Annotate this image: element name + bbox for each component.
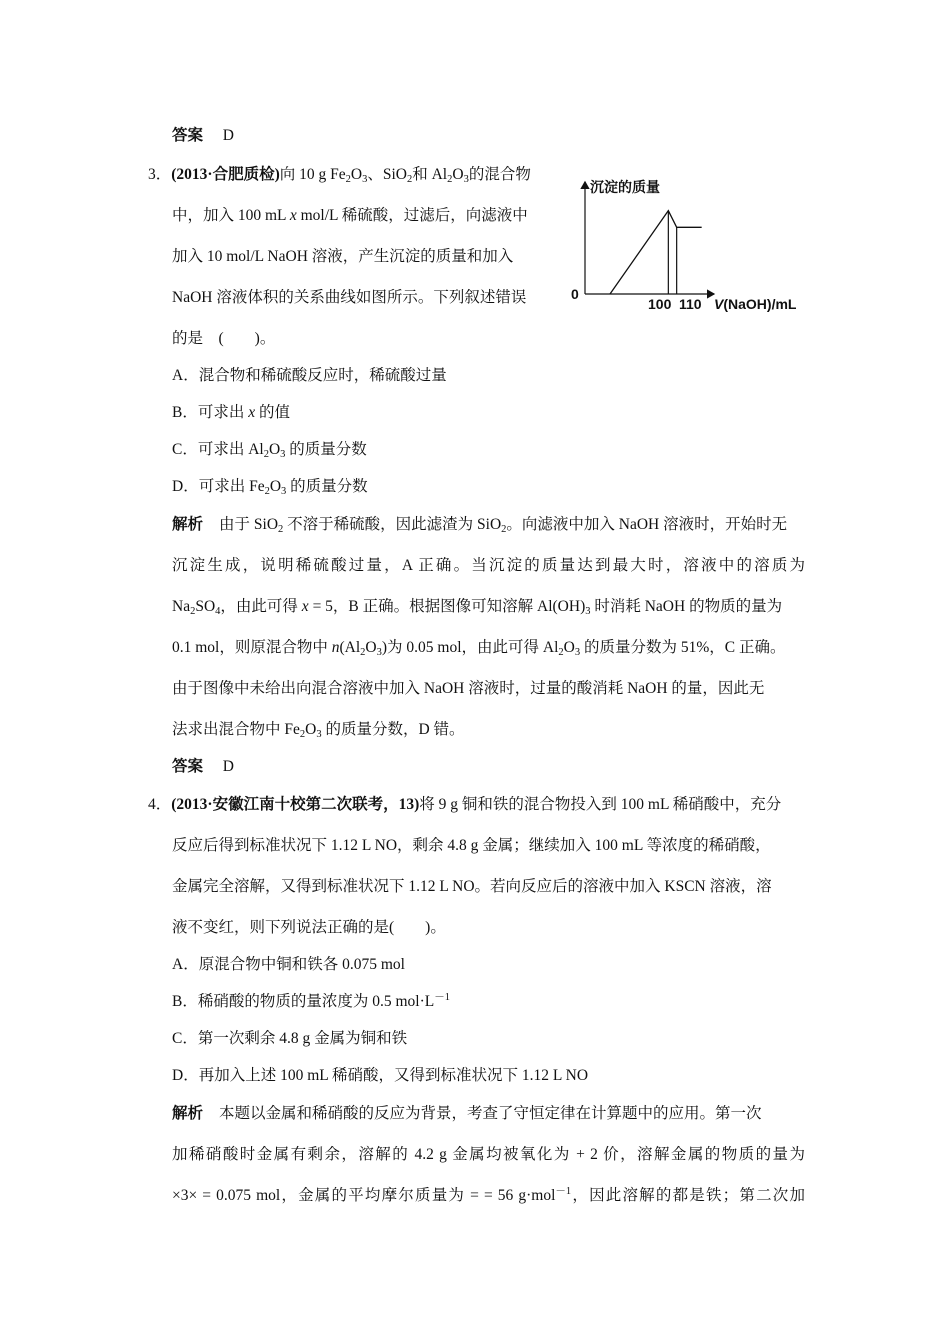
- x-tick-110: 110: [679, 296, 702, 312]
- subscript: 3: [280, 449, 286, 460]
- subscript: 2: [345, 174, 351, 185]
- text-segment: NaOH 溶液体积的关系曲线如图所示。下列叙述错误: [172, 289, 527, 306]
- text-segment: 的质量分数: [286, 478, 368, 495]
- q4-analysis-text: [219, 1105, 762, 1122]
- answer-label: 答案: [172, 127, 204, 144]
- text-segment: 0.1 mol，则原混合物中: [172, 639, 332, 656]
- q4-number: 4．: [148, 796, 172, 813]
- subscript: 2: [263, 449, 269, 460]
- text-segment: 沉淀生成，说明稀硫酸过量，A 正确。当沉淀的质量达到最大时，溶液中的溶质为: [172, 557, 805, 574]
- q3-stem-line-1: [148, 165, 531, 185]
- text-segment: 、SiO: [367, 166, 407, 183]
- x-axis-label: V(NaOH)/mL: [714, 296, 797, 312]
- subscript: 3: [585, 606, 591, 617]
- q3-stem-line-3: [172, 247, 513, 267]
- subscript: 3: [362, 174, 368, 185]
- text-segment: O: [563, 639, 575, 656]
- text-segment: C．第一次剩余 4.8 g 金属为铜和铁: [172, 1030, 408, 1047]
- text-segment: ，由此可得: [220, 598, 302, 615]
- q3-analysis-text: [219, 516, 787, 533]
- text-segment: 。向滤液中加入 NaOH 溶液时，开始时无: [506, 516, 788, 533]
- q4-stem-line-3: [172, 877, 772, 897]
- variable-n: n: [331, 639, 340, 656]
- q3-stem-line-5: [172, 329, 275, 349]
- text-segment: mol/L 稀硫酸，过滤后，向滤液中: [296, 207, 528, 224]
- q3-stem-line-2: [172, 206, 528, 226]
- variable-x: x: [248, 404, 256, 421]
- text-segment: )为 0.05 mol，由此可得 Al: [381, 639, 559, 656]
- text-segment: B．稀硝酸的物质的量浓度为 0.5 mol·L: [172, 993, 435, 1010]
- x-tick-100: 100: [648, 296, 672, 312]
- subscript: 3: [574, 647, 581, 658]
- subscript: 2: [447, 174, 453, 185]
- q4-analysis-line-3: [172, 1186, 805, 1206]
- text-segment: 反应后得到标准状况下 1.12 L NO，剩余 4.8 g 金属；继续加入 100 mL 等浓度的稀硝酸，: [172, 837, 771, 854]
- subscript: 2: [558, 647, 564, 658]
- q3-analysis-line-6: [172, 720, 465, 740]
- text-segment: 法求出混合物中 Fe: [172, 721, 300, 738]
- text-segment: 时消耗 NaOH 的物质的量为: [590, 598, 783, 615]
- text-segment: D．再加入上述 100 mL 稀硝酸，又得到标准状况下 1.12 L NO: [172, 1067, 589, 1084]
- subscript: 2: [278, 524, 284, 535]
- q3-analysis-line-1: [172, 515, 787, 535]
- subscript: 3: [376, 647, 382, 658]
- q3-option-a: [172, 366, 447, 386]
- q3-analysis-line-5: [172, 679, 764, 699]
- analysis-label: 解析: [172, 1105, 204, 1122]
- subscript: 2: [360, 647, 366, 658]
- q3-analysis-line-2: [172, 556, 805, 576]
- subscript: 3: [463, 174, 469, 185]
- text-segment: (Al: [339, 639, 361, 656]
- subscript: 3: [316, 729, 322, 740]
- q3-option-b: [172, 403, 290, 423]
- q4-stem-text: [419, 796, 781, 813]
- text-segment: 的是 ( )。: [172, 330, 276, 347]
- text-segment: A．混合物和稀硫酸反应时，稀硫酸过量: [172, 367, 447, 384]
- q2-answer-line: [172, 126, 234, 146]
- text-segment: 将 9 g 铜和铁的混合物投入到 100 mL 稀硝酸中，充分: [419, 796, 782, 813]
- q3-precipitate-graph: [562, 170, 812, 318]
- text-segment: 的质量分数，D 错。: [321, 721, 465, 738]
- analysis-label: 解析: [172, 516, 204, 533]
- text-segment: 由于图像中未给出向混合溶液中加入 NaOH 溶液时，过量的酸消耗 NaOH 的量，因此无: [172, 680, 765, 697]
- text-segment: O: [452, 166, 464, 183]
- q3-stem-text: [280, 166, 531, 183]
- text-segment: 金属完全溶解，又得到标准状况下 1.12 L NO。若向反应后的溶液中加入 KSCN 溶液，溶: [172, 878, 772, 895]
- text-segment: 中，加入 100 mL: [172, 207, 290, 224]
- text-segment: Na: [172, 598, 191, 615]
- text-segment: 由于 SiO: [219, 516, 279, 533]
- q4-stem-line-4: [172, 918, 446, 938]
- subscript: 2: [299, 729, 306, 740]
- text-segment: O: [269, 478, 282, 495]
- subscript: 2: [264, 486, 270, 497]
- text-segment: O: [268, 441, 281, 458]
- series-line: [610, 211, 702, 294]
- subscript: 2: [501, 524, 507, 535]
- text-segment: ，因此溶解的都是铁；第二次加: [571, 1187, 805, 1204]
- q2-answer-value: D: [222, 127, 234, 144]
- q3-analysis-line-4: [172, 638, 786, 658]
- q4-option-a: [172, 955, 405, 975]
- subscript: 2: [406, 174, 413, 185]
- text-segment: C．可求出 Al: [172, 441, 264, 458]
- q3-option-d: [172, 477, 368, 497]
- text-segment: 和 Al: [412, 166, 448, 183]
- text-segment: SO: [195, 598, 216, 615]
- q4-source: (2013·安徽江南十校第二次联考，13): [171, 796, 420, 813]
- text-segment: O: [305, 721, 317, 738]
- superscript: －1: [434, 992, 450, 1003]
- text-segment: 的值: [255, 404, 290, 421]
- variable-x: x: [301, 598, 309, 615]
- text-segment: O: [350, 166, 363, 183]
- text-segment: A．原混合物中铜和铁各 0.075 mol: [172, 956, 405, 973]
- text-segment: 不溶于稀硫酸，因此滤渣为 SiO: [283, 516, 502, 533]
- precipitate-curve: [610, 211, 702, 294]
- q4-option-c: [172, 1029, 407, 1049]
- text-segment: O: [365, 639, 377, 656]
- q4-analysis-line-1: [172, 1104, 762, 1124]
- q4-analysis-line-2: [172, 1145, 805, 1165]
- origin-label: 0: [571, 286, 579, 302]
- variable-x: x: [289, 207, 297, 224]
- y-axis-label: 沉淀的质量: [590, 179, 660, 195]
- text-segment: 的质量分数: [285, 441, 367, 458]
- subscript: 3: [281, 486, 287, 497]
- text-segment: 加入 10 mol/L NaOH 溶液，产生沉淀的质量和加入: [172, 248, 514, 265]
- answer-label: 答案: [172, 758, 204, 775]
- q3-source: (2013·合肥质检): [171, 166, 280, 183]
- text-segment: 本题以金属和稀硝酸的反应为背景，考查了守恒定律在计算题中的应用。第一次: [219, 1105, 762, 1122]
- q4-option-b: [172, 992, 450, 1012]
- q3-answer-line: [172, 757, 234, 777]
- q4-stem-line-1: [148, 795, 781, 815]
- text-segment: D．可求出 Fe: [172, 478, 265, 495]
- text-segment: 的混合物: [468, 166, 531, 183]
- q3-number: 3．: [148, 166, 172, 183]
- q3-option-c: [172, 440, 367, 460]
- text-segment: B．可求出: [172, 404, 249, 421]
- q3-stem-line-4: [172, 288, 526, 308]
- q3-answer-value: D: [222, 758, 234, 775]
- superscript: －1: [555, 1186, 572, 1197]
- text-segment: 液不变红，则下列说法正确的是( )。: [172, 919, 446, 936]
- text-segment: ×3× = 0.075 mol，金属的平均摩尔质量为 = = 56 g·mol: [172, 1187, 556, 1204]
- q4-stem-line-2: [172, 836, 771, 856]
- q3-analysis-line-3: [172, 597, 782, 617]
- text-segment: = 5，B 正确。根据图像可知溶解 Al(OH): [308, 598, 586, 615]
- text-segment: 向 10 g Fe: [279, 166, 346, 183]
- q4-option-d: [172, 1066, 588, 1086]
- text-segment: 的质量分数为 51%，C 正确。: [580, 639, 786, 656]
- text-segment: 加稀硝酸时金属有剩余，溶解的 4.2 g 金属均被氧化为 + 2 价，溶解金属的物质的量为: [172, 1146, 805, 1163]
- subscript: 4: [215, 606, 221, 617]
- subscript: 2: [190, 606, 196, 617]
